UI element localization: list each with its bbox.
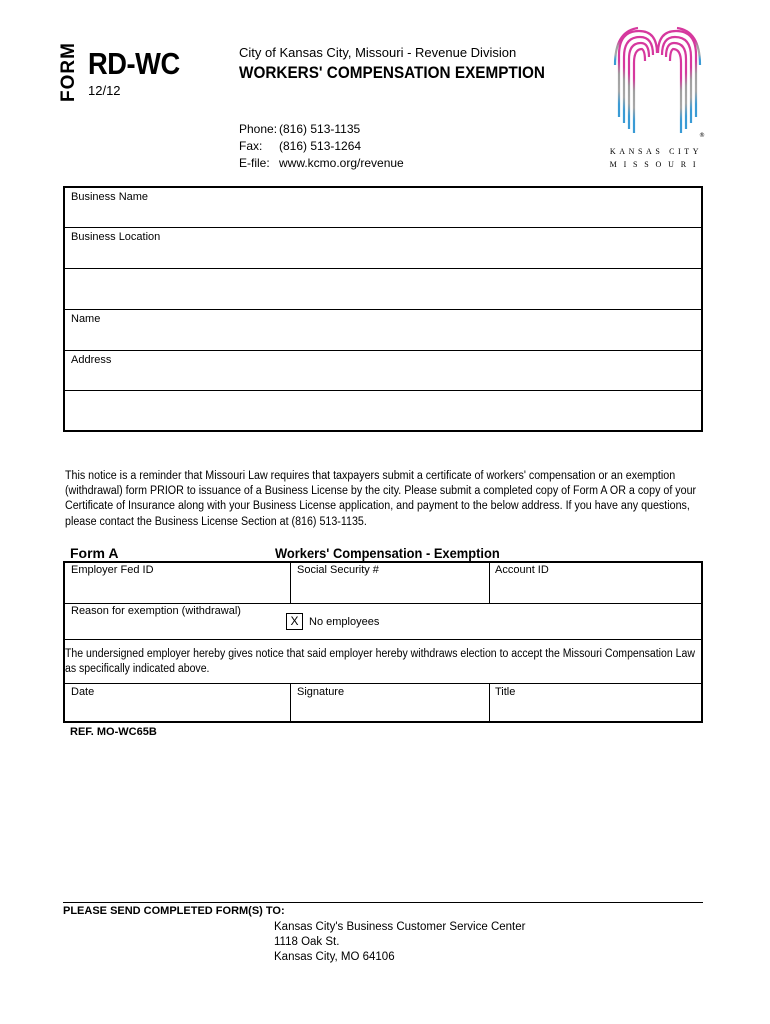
business-info-box: [63, 186, 703, 432]
form-code: RD-WC: [88, 46, 180, 81]
business-name-label: Business Name: [71, 191, 149, 203]
name-label: Name: [71, 313, 101, 325]
name-field[interactable]: [65, 310, 701, 351]
divider: [290, 683, 291, 721]
contact-fax: [239, 139, 361, 153]
business-location-label: Business Location: [71, 231, 161, 243]
no-employees-checkbox[interactable]: X: [286, 613, 303, 630]
contact-fax-value: (816) 513-1264: [279, 139, 362, 153]
divider: [489, 563, 490, 603]
mailing-address-line: 1118 Oak St.: [274, 936, 340, 948]
signature-field[interactable]: Signature: [297, 686, 345, 698]
business-location-line2-field[interactable]: [65, 269, 701, 310]
logo-text-missouri: MISSOURI: [609, 160, 703, 169]
agency-name: City of Kansas City, Missouri - Revenue Division: [239, 45, 517, 60]
date-field[interactable]: Date: [71, 686, 95, 698]
contact-phone: [239, 122, 360, 136]
declaration-text: The undersigned employer hereby gives notice that said employer hereby withdraws election to accept the Missouri Compensation Law as specifically indicated above.: [65, 648, 695, 675]
reference-code: REF. MO-WC65B: [70, 726, 157, 738]
form-revision-date: 12/12: [88, 83, 121, 98]
account-id-field[interactable]: Account ID: [495, 564, 549, 576]
contact-phone-value: (816) 513-1135: [279, 122, 361, 136]
logo-text-kansas-city: KANSAS CITY: [609, 147, 703, 156]
reason-for-exemption-label: Reason for exemption (withdrawal): [71, 605, 241, 617]
divider: [65, 683, 701, 684]
divider: [65, 639, 701, 640]
form-a-label: Form A: [70, 545, 119, 561]
divider: [290, 563, 291, 603]
no-employees-label: No employees: [309, 616, 380, 628]
ssn-field[interactable]: Social Security #: [297, 564, 379, 576]
employer-fed-id-field[interactable]: Employer Fed ID: [71, 564, 154, 576]
form-vertical-label: FORM: [58, 42, 79, 102]
form-a-title: Workers' Compensation - Exemption: [275, 545, 500, 561]
notice-paragraph: This notice is a reminder that Missouri Law requires that taxpayers submit a certificate of workers' compensation or an exemption (withdrawal) form PRIOR to issuance of a Business License by the city. Please submit a completed copy of Form A OR a copy of your Certificate of Insurance along with your Business License application, and payment to the below address. If you have any questions, please contact the Business License Section at (816) 513-1135.: [65, 470, 697, 528]
business-name-field[interactable]: [65, 188, 701, 228]
contact-phone-label: Phone:: [239, 122, 278, 136]
contact-efile-value: www.kcmo.org/revenue: [279, 156, 404, 170]
mailing-address-line: Kansas City's Business Customer Service Center: [274, 921, 526, 933]
divider: [489, 683, 490, 721]
address-label: Address: [71, 354, 112, 366]
send-to-label: PLEASE SEND COMPLETED FORM(S) TO:: [63, 905, 285, 917]
footer-divider: [63, 902, 703, 903]
contact-fax-label: Fax:: [239, 139, 263, 153]
form-a-box: [63, 561, 703, 723]
address-line2-field[interactable]: [65, 391, 701, 430]
mailing-address-line: Kansas City, MO 64106: [274, 951, 395, 963]
address-field[interactable]: [65, 351, 701, 391]
business-location-field[interactable]: [65, 228, 701, 269]
title-field[interactable]: Title: [495, 686, 516, 698]
registered-mark: ®: [699, 132, 705, 139]
contact-efile: [239, 156, 404, 170]
page-title: WORKERS' COMPENSATION EXEMPTION: [239, 63, 545, 82]
divider: [65, 603, 701, 604]
contact-efile-label: E-file:: [239, 156, 270, 170]
